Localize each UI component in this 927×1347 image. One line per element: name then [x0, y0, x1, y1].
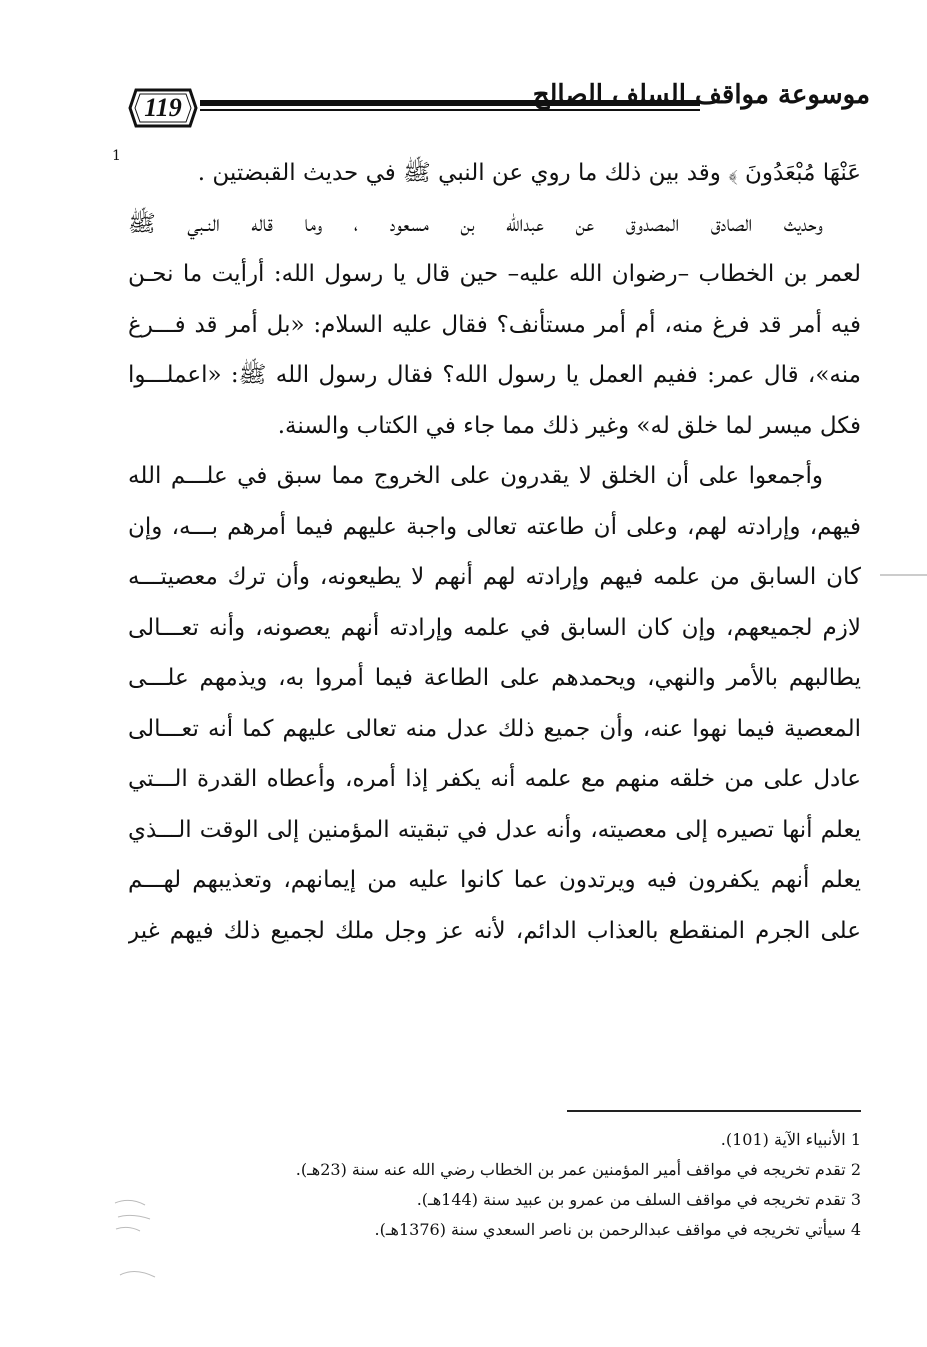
footnote: 3 تقدم تخريجه في مواقف السلف من عمرو بن عبيد سنة (144هـ). [416, 1190, 861, 1209]
text-line: وأجمعوا على أن الخلق لا يقدرون على الخروج مما سبق في علـــم الله [128, 463, 823, 489]
text-line: لعمر بن الخطاب –رضوان الله عليه– حين قال يا رسول الله: أرأيت ما نحـن [128, 261, 861, 287]
text-line: المعصية فيما نهوا عنه، وأن جميع ذلك عدل منه تعالى عليهم كما أنه تعـــالى [128, 715, 861, 742]
text-line: فيه أمر قد فرغ منه، أم أمر مستأنف؟ فقال عليه السلام: «بل أمر قد فـــرغ [128, 311, 861, 338]
main-text [128, 148, 861, 956]
text-line: كان السابق من علمه فيهم وإرادته لهم أنهم لا يطيعونه، وأن ترك معصيتـــه [128, 564, 861, 590]
text-line: منه»، قال عمر: ففيم العمل يا رسول الله؟ فقال رسول الله ﷺ: «اعملـــوا [128, 362, 861, 388]
text-line: وحديث الصادق المصدوق عن عبدالله بن مسعود ، وما قاله النـبي ﷺ [128, 210, 823, 237]
footnotes [200, 1125, 861, 1245]
page-header [110, 78, 870, 138]
text-line: عادل على من خلقه منهم مع علمه أنه يكفر إذا أمره، وأعطاه القدرة الـــتي [128, 766, 861, 792]
text-line: فكل ميسر لما خلق له» وغير ذلك مما جاء في الكتاب والسنة. [277, 412, 861, 439]
footnote-separator [567, 1110, 861, 1112]
text-line: لازم لجميعهم، وإن كان السابق في علمه وإرادته أنهم يعصونه، وأنه تعـــالى [128, 614, 861, 641]
footnote: 2 تقدم تخريجه في مواقف أمير المؤمنين عمر بن الخطاب رضي الله عنه سنة (23هـ). [295, 1160, 861, 1179]
text-line: يعلم أنهم يكفرون فيه ويرتدون عما كانوا عليه من إيمانهم، وتعذيبهم لهـــم [128, 867, 861, 893]
text-line: عَنْهَا مُبْعَدُونَ ﴾ وقد بين ذلك ما روي عن النبي ﷺ في حديث القبضتين . [197, 160, 861, 186]
text-line: على الجرم المنقطع بالعذاب الدائم، لأنه عز وجل ملك لجميع ذلك فيهم غير [128, 917, 861, 944]
page-number-badge [128, 88, 198, 128]
text-line: فيهم، وإرادته لهم، وعلى أن طاعته تعالى واجبة عليهم فيما أمرهم بـــه، وإن [128, 513, 861, 540]
margin-scribble-icon [110, 1195, 160, 1285]
footnote: 1 الأنبياء الآية (101). [720, 1130, 861, 1149]
page-number: 119 [144, 93, 182, 122]
footnote-ref: 1 [112, 148, 121, 164]
margin-mark-icon [880, 570, 927, 580]
text-line: يعلم أنها تصيره إلى معصيته، وأنه عدل في تبقيته المؤمنين إلى الوقت الـــذي [128, 816, 861, 843]
text-line: يطالبهم بالأمر والنهي، ويحمدهم على الطاعة فيما أمروا به، ويذمهم علـــى [128, 665, 861, 691]
book-title: موسوعة مواقف السلف الصالح [532, 80, 870, 110]
footnote: 4 سيأتي تخريجه في مواقف عبدالرحمن بن ناصر السعدي سنة (1376هـ). [374, 1220, 861, 1239]
